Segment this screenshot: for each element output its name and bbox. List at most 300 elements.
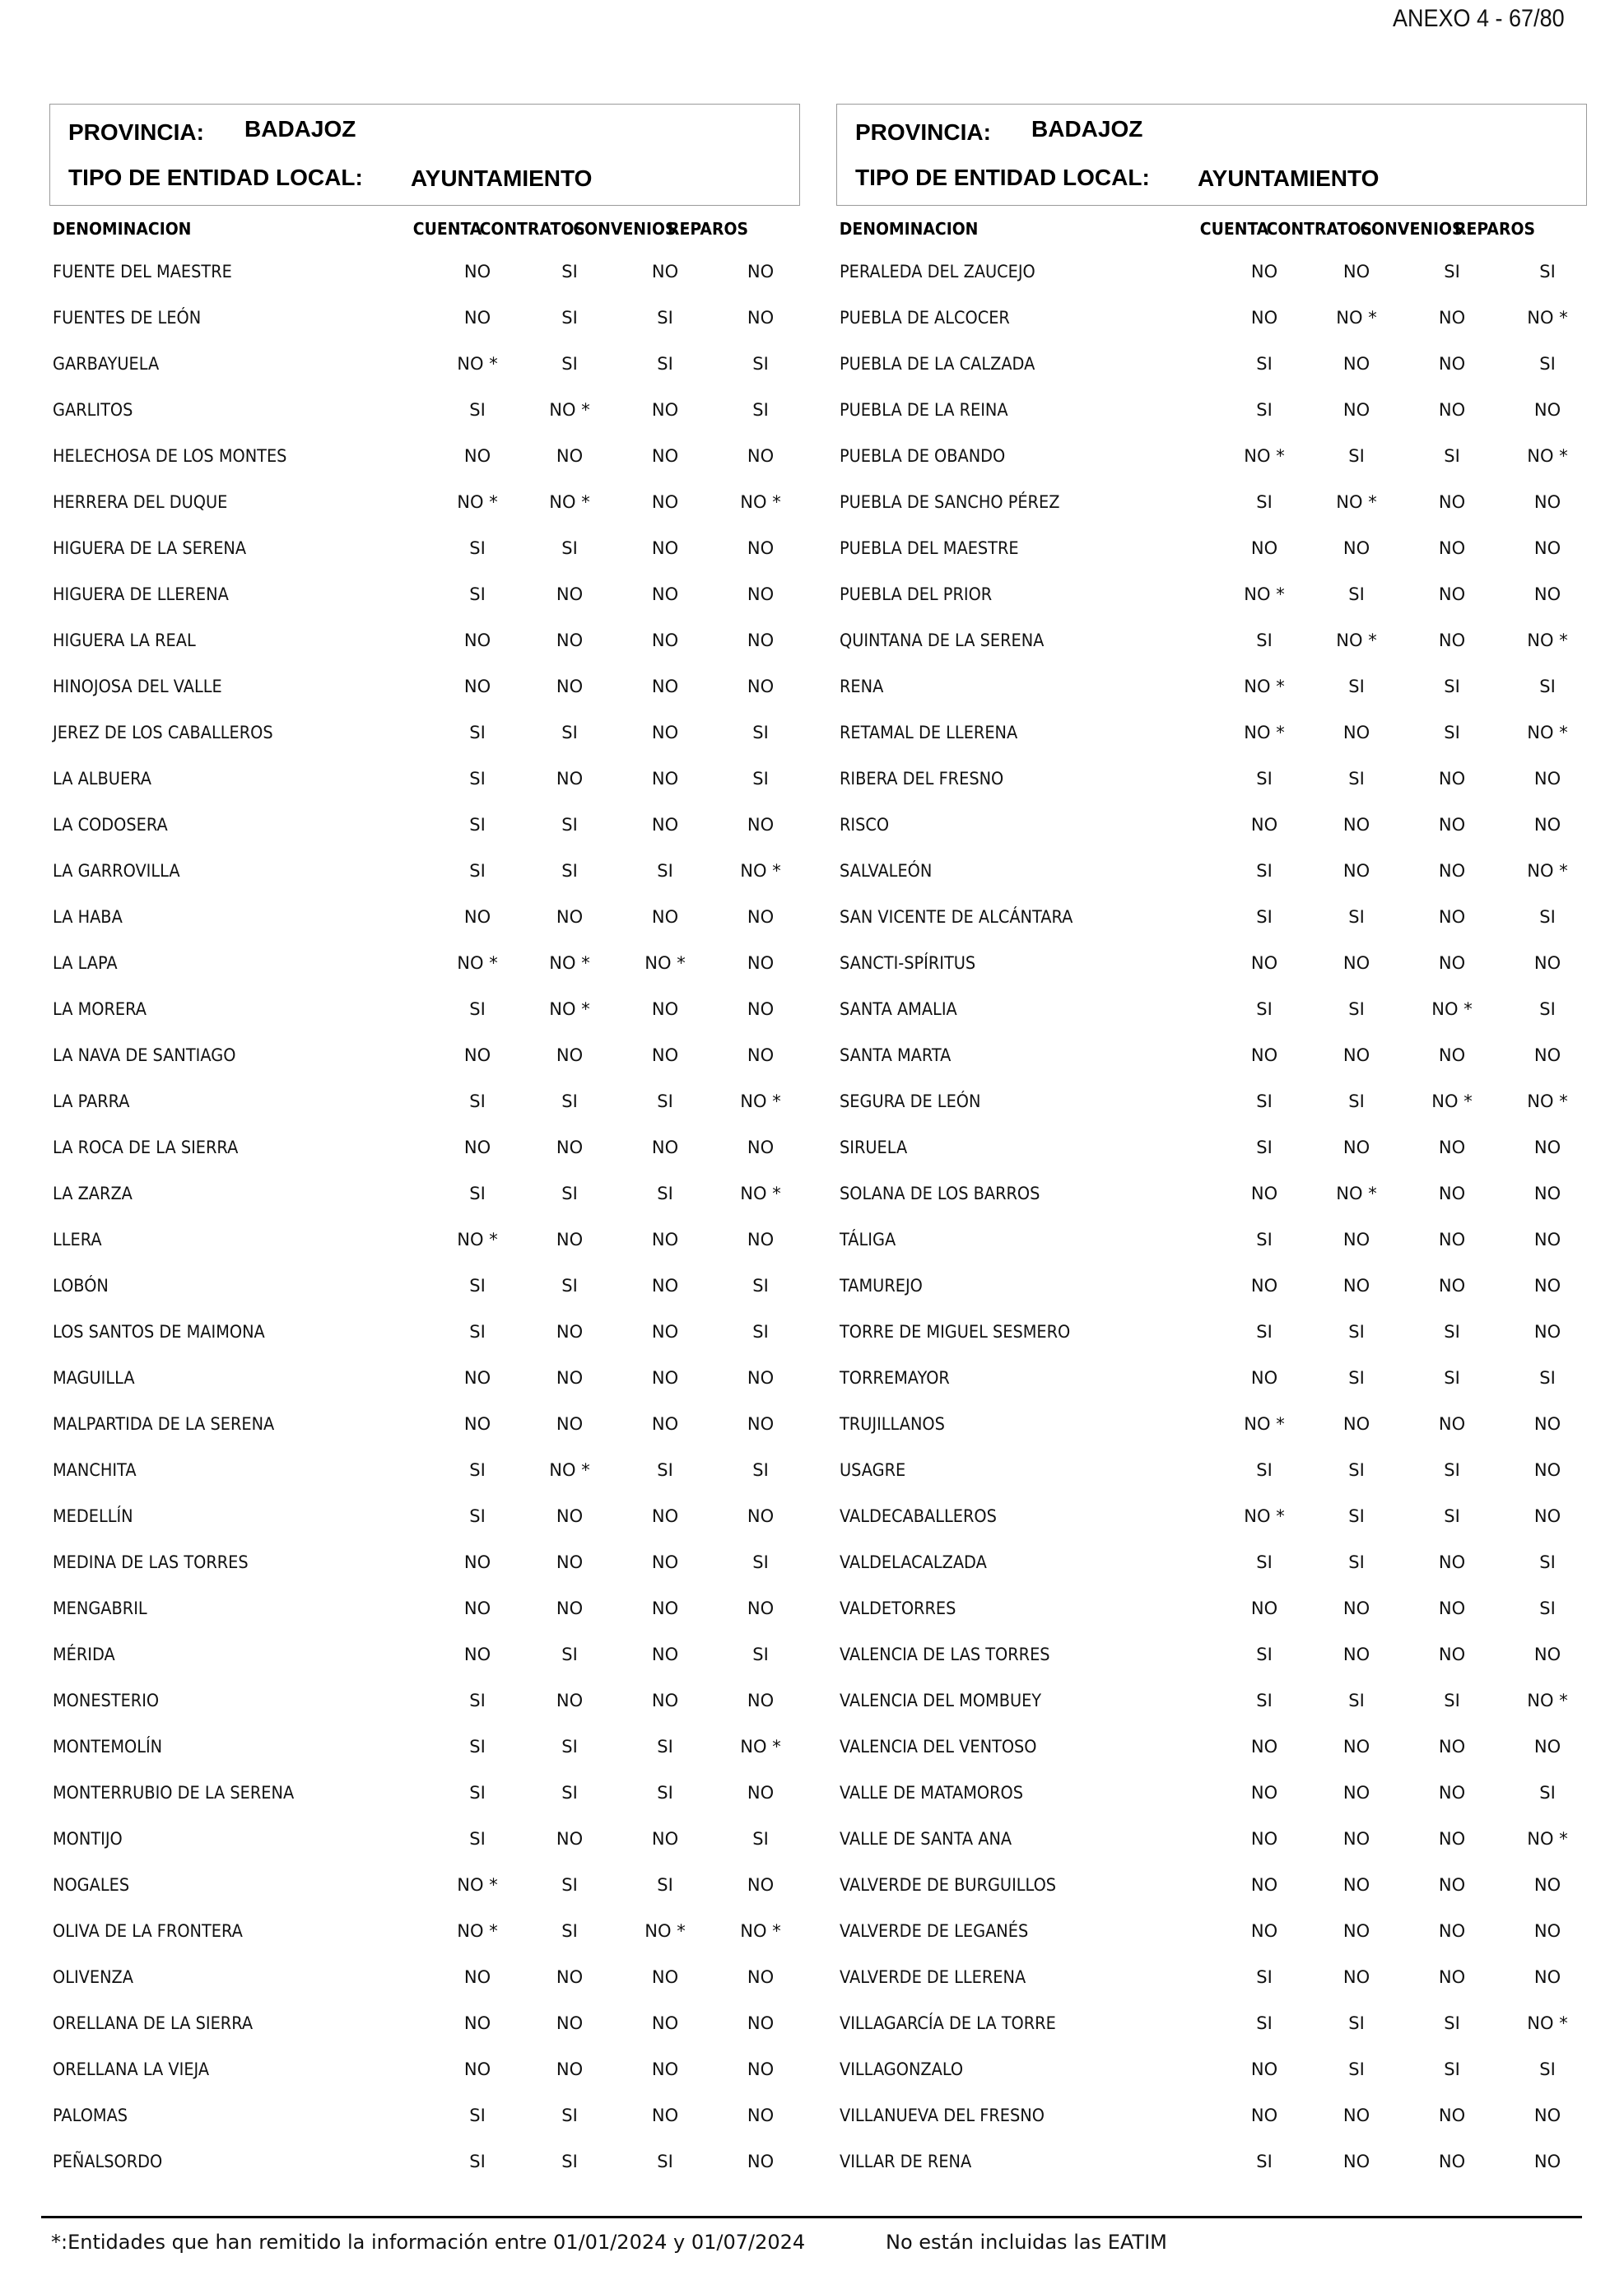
table-row [49,716,800,762]
reparos-value: NO [1533,1230,1561,1250]
contratos-value: SI [1348,677,1365,696]
contratos-value: NO [556,1368,584,1388]
reparos-value: NO * [740,1184,781,1203]
entity-name: MÉRIDA [53,1645,115,1664]
entity-name: MEDELLÍN [53,1506,133,1526]
contratos-value: NO * [1336,492,1377,512]
footer-note: *:Entidades que han remitido la información entre 01/01/2024 y 01/07/2024 [51,2231,806,2254]
entity-name: RENA [840,677,884,696]
column-header-reparos: REPAROS [668,219,748,239]
entity-name: SOLANA DE LOS BARROS [840,1184,1040,1203]
convenios-value: SI [1444,446,1460,466]
right-section [836,104,1587,2171]
contratos-value: NO [556,1138,584,1157]
entity-name: TÁLIGA [840,1230,896,1250]
contratos-value: NO [556,677,584,696]
reparos-value: SI [752,723,769,742]
reparos-value: NO [747,2013,775,2033]
contratos-value: SI [561,1184,578,1203]
cuenta-value: SI [469,769,486,789]
contratos-value: SI [561,1783,578,1803]
column-header-cuenta: CUENTA [412,219,482,239]
entity-name: ORELLANA DE LA SIERRA [53,2013,254,2033]
entity-name: HINOJOSA DEL VALLE [53,677,222,696]
contratos-value: NO [1342,723,1370,742]
reparos-value: SI [1539,1552,1556,1572]
reparos-value: NO [1533,1506,1561,1526]
convenios-value: NO [651,1691,679,1710]
cuenta-value: SI [1256,1967,1273,1987]
table-row [49,808,800,854]
convenios-value: SI [1444,262,1460,282]
cuenta-value: SI [1256,1322,1273,1342]
convenios-value: NO [651,815,679,835]
reparos-value: NO [1533,1138,1561,1157]
reparos-value: NO * [1527,861,1568,881]
reparos-value: SI [752,1276,769,1296]
table-row [49,2053,800,2099]
entity-name: VALDELACALZADA [840,1552,987,1572]
entity-name: TORREMAYOR [840,1368,950,1388]
convenios-value: NO [1438,1599,1466,1618]
table-row [836,1638,1587,1684]
convenios-value: NO [651,1322,679,1342]
cuenta-value: NO * [1244,1506,1285,1526]
reparos-value: NO [747,953,775,973]
table-row [836,1408,1587,1454]
reparos-value: NO [747,1967,775,1987]
table-row [49,1915,800,1961]
table-row [836,901,1587,947]
table-row [49,301,800,347]
contratos-value: NO [1342,1599,1370,1618]
cuenta-value: NO * [1244,723,1285,742]
cuenta-value: NO [463,907,491,927]
reparos-value: NO [747,1691,775,1710]
entity-name: VILLAGARCÍA DE LA TORRE [840,2013,1056,2033]
contratos-value: NO [556,2013,584,2033]
convenios-value: SI [1444,2059,1460,2079]
cuenta-value: NO [463,1414,491,1434]
contratos-value: NO [1342,262,1370,282]
convenios-value: SI [1444,1368,1460,1388]
contratos-value: SI [1348,1322,1365,1342]
table-row [836,1223,1587,1269]
convenios-value: SI [657,1875,673,1895]
cuenta-value: SI [1256,2013,1273,2033]
contratos-value: NO * [549,999,590,1019]
cuenta-value: SI [469,1829,486,1849]
contratos-value: SI [1348,1691,1365,1710]
convenios-value: SI [1444,1460,1460,1480]
reparos-value: NO * [740,1737,781,1757]
entity-name: MAGUILLA [53,1368,135,1388]
reparos-value: NO * [1527,1091,1568,1111]
entity-name: PUEBLA DEL PRIOR [840,584,993,604]
reparos-value: SI [752,1322,769,1342]
entity-name: SANTA AMALIA [840,999,957,1019]
entity-name: FUENTES DE LEÓN [53,308,202,328]
entity-name: LA ALBUERA [53,769,152,789]
table-row [49,2007,800,2053]
contratos-value: SI [1348,2013,1365,2033]
contratos-value: NO [556,769,584,789]
reparos-value: NO [747,446,775,466]
contratos-value: SI [561,2152,578,2171]
table-row [49,670,800,716]
contratos-value: SI [561,1091,578,1111]
reparos-value: NO [747,262,775,282]
convenios-value: NO [1438,1552,1466,1572]
convenios-value: SI [1444,1506,1460,1526]
entity-name: GARLITOS [53,400,133,420]
contratos-value: NO [1342,1276,1370,1296]
table-row [836,2099,1587,2145]
entity-name: MONTEMOLÍN [53,1737,163,1757]
contratos-value: SI [1348,1368,1365,1388]
contratos-value: NO [1342,2106,1370,2125]
entity-name: PUEBLA DE OBANDO [840,446,1006,466]
table-row [836,1776,1587,1822]
cuenta-value: SI [1256,631,1273,650]
table-row [836,1730,1587,1776]
table-row [836,1546,1587,1592]
reparos-value: NO [747,631,775,650]
entity-name: PUEBLA DE SANCHO PÉREZ [840,492,1060,512]
convenios-value: NO [651,1552,679,1572]
entity-name: LA CODOSERA [53,815,168,835]
contratos-value: NO [556,631,584,650]
entity-name: LOBÓN [53,1276,109,1296]
convenios-value: SI [1444,677,1460,696]
contratos-value: NO [1342,2152,1370,2171]
cuenta-value: SI [1256,492,1273,512]
reparos-value: NO [1533,584,1561,604]
table-row [49,1039,800,1085]
contratos-value: SI [561,815,578,835]
entity-name: PALOMAS [53,2106,128,2125]
reparos-value: NO [1533,2106,1561,2125]
convenios-value: NO [1438,492,1466,512]
column-header-convenios: CONVENIOS [1360,219,1463,239]
convenios-value: SI [657,861,673,881]
contratos-value: NO * [1336,308,1377,328]
column-header-cuenta: CUENTA [1199,219,1269,239]
tipo-entidad-label: TIPO DE ENTIDAD LOCAL: [855,165,1150,190]
table-row [836,578,1587,624]
cuenta-value: NO [1250,1829,1278,1849]
contratos-value: NO [1342,953,1370,973]
entity-name: RIBERA DEL FRESNO [840,769,1004,789]
table-row [49,1269,800,1315]
convenios-value: NO * [1431,999,1473,1019]
convenios-value: NO [1438,907,1466,927]
entity-name: VALVERDE DE LEGANÉS [840,1921,1029,1941]
table-row [836,1269,1587,1315]
entity-name: TAMUREJO [840,1276,923,1296]
entity-name: NOGALES [53,1875,130,1895]
contratos-value: NO [1342,861,1370,881]
cuenta-value: NO [1250,1737,1278,1757]
column-header-convenios: CONVENIOS [573,219,677,239]
convenios-value: SI [1444,1322,1460,1342]
entity-name: MEDINA DE LAS TORRES [53,1552,249,1572]
convenios-value: NO [651,538,679,558]
reparos-value: SI [752,400,769,420]
table-row [836,1592,1587,1638]
contratos-value: NO [1342,1921,1370,1941]
cuenta-value: NO * [457,492,498,512]
table-row [836,1500,1587,1546]
reparos-value: NO [1533,815,1561,835]
reparos-value: SI [1539,1783,1556,1803]
reparos-value: SI [752,1829,769,1849]
contratos-value: NO [1342,1230,1370,1250]
provincia-value: BADAJOZ [244,116,356,142]
provincia-value: BADAJOZ [1031,116,1143,142]
cuenta-value: SI [1256,907,1273,927]
entity-name: LA PARRA [53,1091,130,1111]
reparos-value: NO * [740,1091,781,1111]
cuenta-value: SI [469,538,486,558]
table-row [836,808,1587,854]
contratos-value: NO * [549,492,590,512]
table-row [49,1822,800,1868]
entity-name: VALDETORRES [840,1599,956,1618]
cuenta-value: NO * [457,354,498,374]
contratos-value: NO [556,1045,584,1065]
table-row [49,1730,800,1776]
contratos-value: NO [1342,815,1370,835]
table-row [836,854,1587,901]
cuenta-value: NO [1250,1276,1278,1296]
contratos-value: NO [556,1552,584,1572]
contratos-value: NO [556,2059,584,2079]
convenios-value: NO [651,2059,679,2079]
reparos-value: NO [1533,1645,1561,1664]
cuenta-value: NO [463,2013,491,2033]
table-row [836,624,1587,670]
cuenta-value: NO [463,308,491,328]
entity-name: TORRE DE MIGUEL SESMERO [840,1322,1071,1342]
contratos-value: SI [561,1921,578,1941]
column-header-denominacion: DENOMINACION [52,219,192,239]
entity-table-left [49,255,800,2191]
cuenta-value: SI [469,723,486,742]
reparos-value: SI [752,354,769,374]
table-row [49,255,800,301]
table-row [49,1961,800,2007]
table-row [836,762,1587,808]
reparos-value: NO [1533,1921,1561,1941]
reparos-value: NO [747,907,775,927]
reparos-value: NO [747,677,775,696]
contratos-value: SI [561,861,578,881]
convenios-value: NO [651,631,679,650]
tipo-entidad-value: AYUNTAMIENTO [1198,165,1380,191]
table-row [836,255,1587,301]
table-row [836,532,1587,578]
convenios-value: NO [651,2106,679,2125]
table-row [836,393,1587,440]
reparos-value: NO [1533,2152,1561,2171]
table-row [49,347,800,393]
table-row [836,1085,1587,1131]
reparos-value: SI [752,1460,769,1480]
cuenta-value: NO [1250,308,1278,328]
table-row [49,1315,800,1361]
contratos-value: NO [556,1230,584,1250]
contratos-value: SI [1348,1552,1365,1572]
reparos-value: NO * [1527,308,1568,328]
reparos-value: NO [747,815,775,835]
cuenta-value: SI [1256,1230,1273,1250]
entity-name: LA HABA [53,907,123,927]
convenios-value: NO * [644,1921,686,1941]
table-row [836,1177,1587,1223]
entity-name: PUEBLA DE ALCOCER [840,308,1010,328]
cuenta-value: NO [1250,2059,1278,2079]
convenios-value: SI [657,1091,673,1111]
cuenta-value: NO [463,1645,491,1664]
reparos-value: NO * [1527,446,1568,466]
reparos-value: NO [747,1045,775,1065]
entity-name: QUINTANA DE LA SERENA [840,631,1045,650]
contratos-value: SI [561,1276,578,1296]
table-row [49,1868,800,1915]
contratos-value: SI [561,1737,578,1757]
convenios-value: NO [1438,769,1466,789]
convenios-value: SI [657,354,673,374]
entity-name: VALENCIA DE LAS TORRES [840,1645,1050,1664]
table-row [836,1822,1587,1868]
contratos-value: NO [1342,1737,1370,1757]
convenios-value: SI [657,1184,673,1203]
entity-name: PERALEDA DEL ZAUCEJO [840,262,1035,282]
entity-name: TRUJILLANOS [840,1414,945,1434]
contratos-value: SI [561,308,578,328]
entity-name: VILLAR DE RENA [840,2152,972,2171]
table-row [49,1546,800,1592]
table-row [49,2099,800,2145]
cuenta-value: SI [469,999,486,1019]
cuenta-value: SI [469,815,486,835]
entity-name: LA LAPA [53,953,118,973]
convenios-value: NO [1438,815,1466,835]
cuenta-value: NO * [1244,446,1285,466]
reparos-value: NO [747,1599,775,1618]
cuenta-value: SI [469,400,486,420]
convenios-value: NO [1438,308,1466,328]
table-row [49,1361,800,1408]
contratos-value: NO [556,1691,584,1710]
cuenta-value: SI [469,1506,486,1526]
convenios-value: NO [651,999,679,1019]
table-row [49,1454,800,1500]
entity-table-right [836,255,1587,2191]
contratos-value: SI [561,723,578,742]
contratos-value: SI [561,1645,578,1664]
table-row [49,993,800,1039]
table-row [49,486,800,532]
contratos-value: SI [561,262,578,282]
entity-name: VALENCIA DEL VENTOSO [840,1737,1037,1757]
cuenta-value: NO [1250,1875,1278,1895]
entity-name: SIRUELA [840,1138,908,1157]
reparos-value: NO [1533,538,1561,558]
reparos-value: NO [1533,1184,1561,1203]
entity-name: SALVALEÓN [840,861,933,881]
cuenta-value: NO * [1244,677,1285,696]
cuenta-value: SI [1256,1138,1273,1157]
reparos-value: NO [1533,1967,1561,1987]
table-row [49,1638,800,1684]
table-row [49,1177,800,1223]
cuenta-value: SI [1256,1552,1273,1572]
convenios-value: SI [1444,723,1460,742]
convenios-value: NO [651,723,679,742]
table-row [49,1085,800,1131]
convenios-value: NO [651,677,679,696]
entity-name: SAN VICENTE DE ALCÁNTARA [840,907,1073,927]
contratos-value: NO [1342,1875,1370,1895]
table-row [49,393,800,440]
column-header-denominacion: DENOMINACION [839,219,979,239]
cuenta-value: NO [463,1368,491,1388]
convenios-value: NO [1438,354,1466,374]
reparos-value: NO * [1527,631,1568,650]
convenios-value: NO [651,1645,679,1664]
cuenta-value: SI [469,1276,486,1296]
contratos-value: NO * [1336,1184,1377,1203]
table-row [49,440,800,486]
contratos-value: NO [1342,1645,1370,1664]
cuenta-value: NO * [457,1230,498,1250]
entity-name: MANCHITA [53,1460,137,1480]
table-row [836,1315,1587,1361]
convenios-value: NO [1438,1783,1466,1803]
contratos-value: NO [556,1322,584,1342]
table-row [836,1868,1587,1915]
contratos-value: SI [561,1875,578,1895]
table-row [836,1961,1587,2007]
entity-name: HERRERA DEL DUQUE [53,492,228,512]
contratos-value: NO [1342,400,1370,420]
contratos-value: NO * [549,400,590,420]
contratos-value: NO [1342,1138,1370,1157]
reparos-value: NO * [1527,2013,1568,2033]
footer-exclusion-note: No están incluidas las EATIM [886,2231,1167,2254]
convenios-value: NO [1438,1414,1466,1434]
reparos-value: NO [747,584,775,604]
table-row [49,1131,800,1177]
contratos-value: NO [1342,1045,1370,1065]
convenios-value: NO [651,1829,679,1849]
convenios-value: NO [651,2013,679,2033]
convenios-value: NO [1438,1045,1466,1065]
provincia-label: PROVINCIA: [68,119,204,145]
reparos-value: NO [747,2106,775,2125]
reparos-value: NO [747,1138,775,1157]
reparos-value: SI [1539,907,1556,927]
reparos-value: NO [1533,1737,1561,1757]
reparos-value: NO * [1527,1691,1568,1710]
convenios-value: NO [651,1414,679,1434]
table-row [836,1454,1587,1500]
convenios-value: NO [651,1045,679,1065]
contratos-value: NO [1342,1829,1370,1849]
convenios-value: NO [651,769,679,789]
